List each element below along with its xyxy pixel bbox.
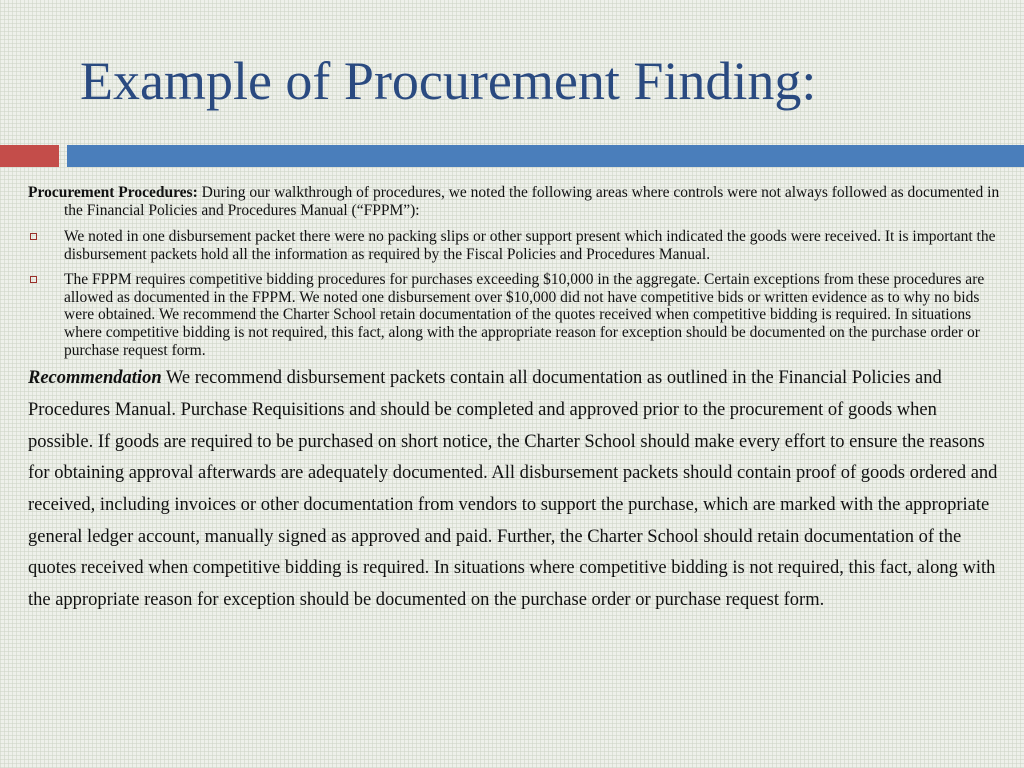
hollow-square-bullet-icon [30,276,37,283]
recommendation-paragraph [28,363,1004,617]
slide-body [28,184,1004,621]
title-divider-blue-bar [67,145,1024,167]
procurement-procedures-intro [28,184,1004,220]
slide-title: Example of Procurement Finding: [80,51,817,111]
finding-bullet-text: The FPPM requires competitive bidding procedures for purchases exceeding $10,000 in the aggregate. Certain exceptions from these procedures are allowed as documented in the FPPM. We noted one disbursement over $10,000 did not have competitive bids or written evidence as to why no bids were obtained. We recommend the Charter School retain documentation of the quotes received when competitive bidding is required. In situations where competitive bidding is not required, this fact, along with the appropriate reason for exception should be documented on the purchase order or purchase request form. [64,271,985,359]
procurement-procedures-text: During our walkthrough of procedures, we noted the following areas where controls were not always followed as documented in the Financial Policies and Procedures Manual (“FPPM”): [64,184,1000,219]
recommendation-text: We recommend disbursement packets contain all documentation as outlined in the Financial Policies and Procedures Manual. Purchase Requisitions and should be completed and approved prior to the procurement of goods when possible. If goods are required to be purchased on short notice, the Charter School should make every effort to ensure the reasons for obtaining approval afterwards are adequately documented. All disbursement packets should contain proof of goods ordered and received, including invoices or other documentation from vendors to support the purchase, which are marked with the appropriate general ledger account, manually signed as approved and paid. Further, the Charter School should retain documentation of the quotes received when competitive bidding is required. In situations where competitive bidding is not required, this fact, along with the appropriate reason for exception should be documented on the purchase order or purchase request form. [28,368,998,611]
recommendation-label: Recommendation [28,368,162,389]
finding-bullet-packing-slips [28,228,1004,263]
finding-bullet-text: We noted in one disbursement packet there were no packing slips or other support present which indicated the goods were received. It is important the disbursement packets hold all the information as required by the Fiscal Policies and Procedures Manual. [64,228,996,263]
title-divider-red-block [0,145,59,167]
procurement-procedures-label: Procurement Procedures: [28,184,198,201]
hollow-square-bullet-icon [30,233,37,240]
finding-bullet-competitive-bidding [28,271,1004,359]
